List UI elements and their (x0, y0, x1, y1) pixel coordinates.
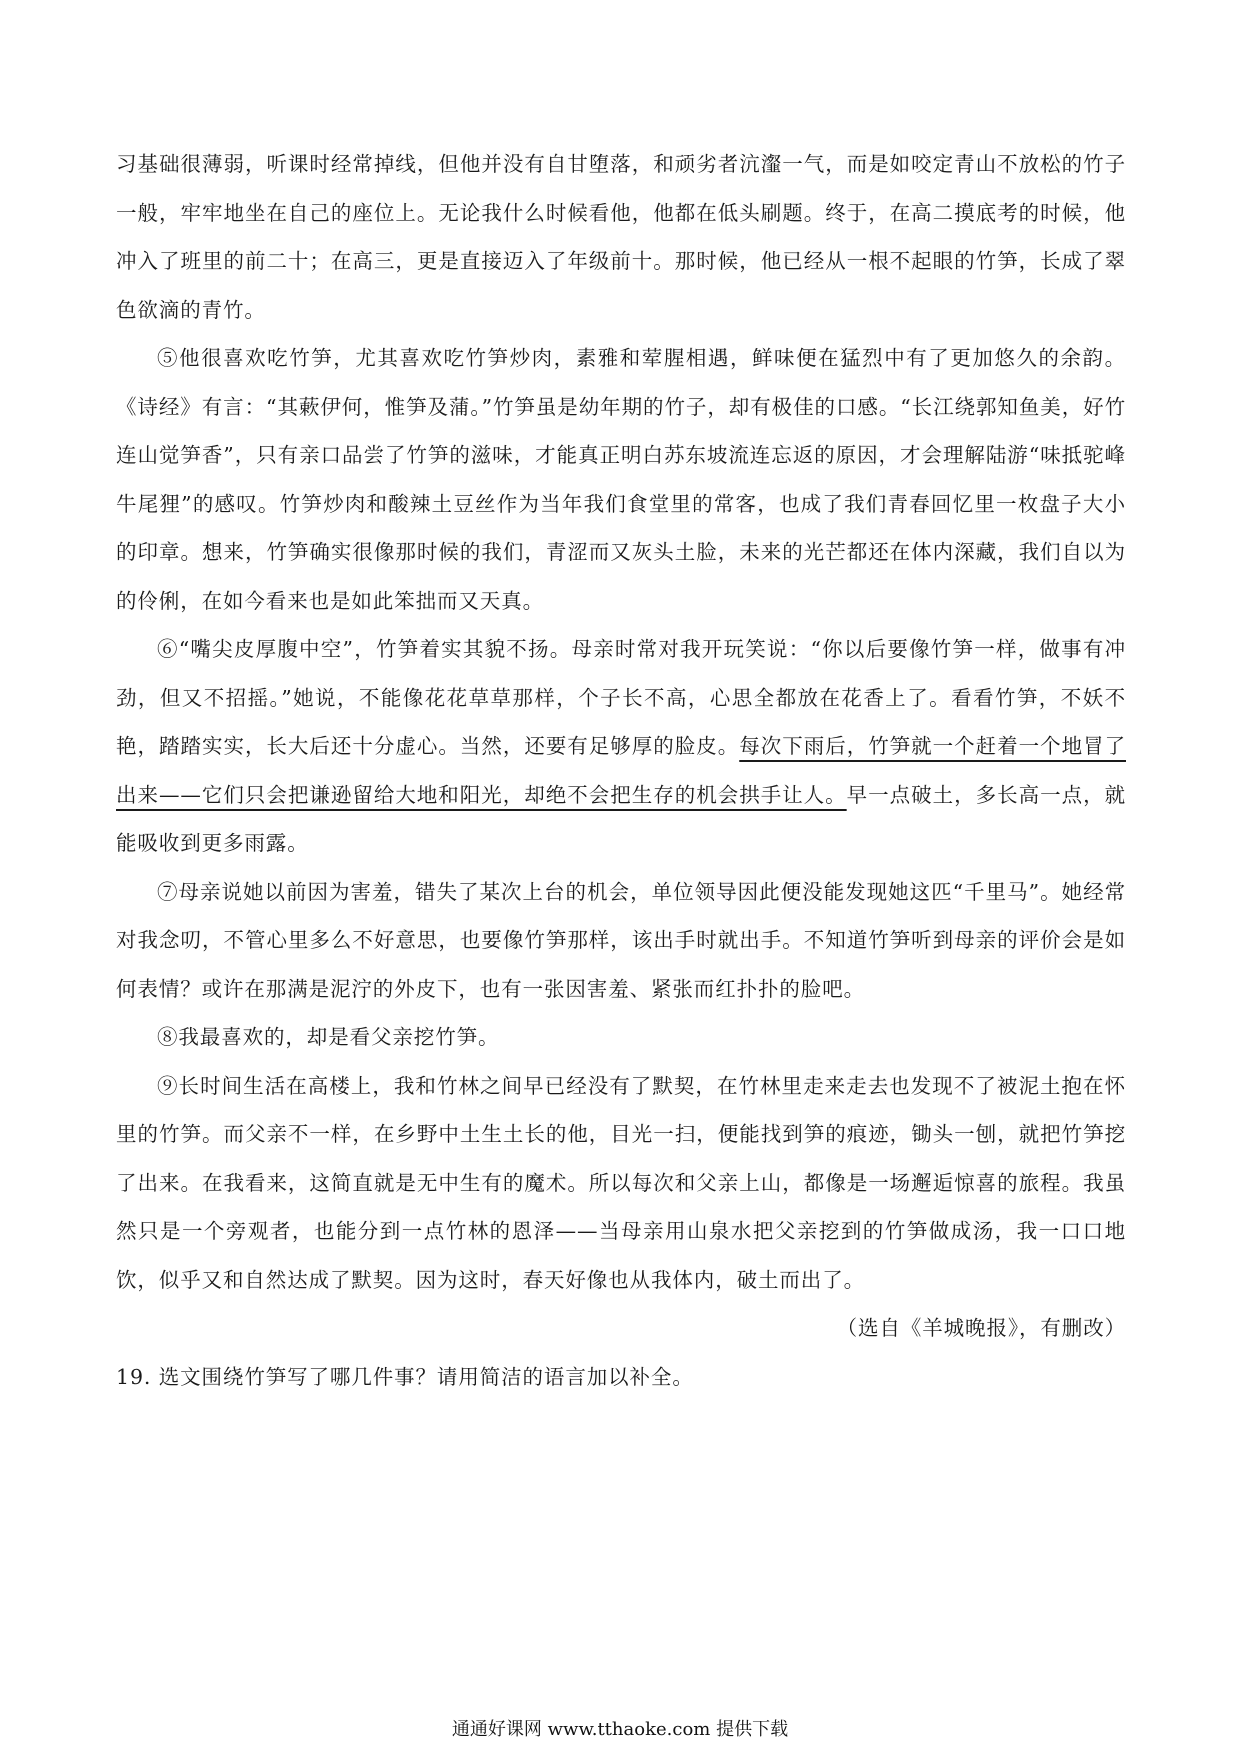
paragraph-6-tail: 早一点破土，多长高一点，就能吸收到更多雨露。 (116, 782, 1126, 855)
underlined-sentence: 每次下雨后，竹笋就一个赶着一个地冒了出来——它们只会把谦逊留给大地和阳光，却绝不会把生存的机会拱手让人。 (116, 734, 1126, 807)
footer-site-name: 通通好课网 (451, 1719, 542, 1740)
paragraph-continued: 习基础很薄弱，听课时经常掉线，但他并没有自甘堕落，和顽劣者沆瀣一气，而是如咬定青山不放松的竹子一般，牢牢地坐在自己的座位上。无论我什么时候看他，他都在低头刷题。终于，在高二摸底考的时候，他冲入了班里的前二十；在高三，更是直接迈入了年级前十。那时候，他已经从一根不起眼的竹笋，长成了翠色欲滴的青竹。 (116, 152, 1126, 322)
paragraph-6-text: ⑥“嘴尖皮厚腹中空”，竹笋着实其貌不扬。母亲时常对我开玩笑说：“你以后要像竹笋一样，做事有冲劲，但又不招摇。”她说，不能像花花草草那样，个子长不高，心思全都放在花香上了。看看竹笋，不妖不艳，踏踏实实，长大后还十分虚心。当然，还要有足够厚的脸皮。 (116, 637, 1126, 758)
page-footer (0, 1718, 1240, 1742)
paragraph-9: ⑨长时间生活在高楼上，我和竹林之间早已经没有了默契，在竹林里走来走去也发现不了被泥土抱在怀里的竹笋。而父亲不一样，在乡野中土生土长的他，目光一扫，便能找到笋的痕迹，锄头一刨，就把竹笋挖了出来。在我看来，这简直就是无中生有的魔术。所以每次和父亲上山，都像是一场邂逅惊喜的旅程。我虽然只是一个旁观者，也能分到一点竹林的恩泽——当母亲用山泉水把父亲挖到的竹笋做成汤，我一口口地饮，似乎又和自然达成了默契。因为这时，春天好像也从我体内，破土而出了。 (116, 1073, 1126, 1292)
paragraph-5: ⑤他很喜欢吃竹笋，尤其喜欢吃竹笋炒肉，素雅和荤腥相遇，鲜味便在猛烈中有了更加悠久的余韵。《诗经》有言：“其蔌伊何，惟笋及蒲。”竹笋虽是幼年期的竹子，却有极佳的口感。“长江绕郭知鱼美，好竹连山觉笋香”，只有亲口品尝了竹笋的滋味，才能真正明白苏东坡流连忘返的原因，才会理解陆游“味抵驼峰牛尾狸”的感叹。竹笋炒肉和酸辣土豆丝作为当年我们食堂里的常客，也成了我们青春回忆里一枚盘子大小的印章。想来，竹笋确实很像那时候的我们，青涩而又灰头土脸，未来的光芒都还在体内深藏，我们自以为的伶俐，在如今看来也是如此笨拙而又天真。 (116, 346, 1126, 613)
footer-url: www.tthaoke.com (547, 1719, 711, 1740)
footer-suffix: 提供下载 (716, 1719, 789, 1740)
paragraph-8: ⑧我最喜欢的，却是看父亲挖竹笋。 (157, 1025, 500, 1049)
paragraph-6 (116, 625, 1126, 868)
question-19: 19. 选文围绕竹笋写了哪几件事？请用简洁的语言加以补全。 (116, 1364, 694, 1389)
source-citation: （选自《羊城晚报》，有删改） (836, 1316, 1126, 1340)
document-body (116, 140, 1126, 1401)
paragraph-7: ⑦母亲说她以前因为害羞，错失了某次上台的机会，单位领导因此便没能发现她这匹“千里马”。她经常对我念叨，不管心里多么不好意思，也要像竹笋那样，该出手时就出手。不知道竹笋听到母亲的评价会是如何表情？或许在那满是泥泞的外皮下，也有一张因害羞、紧张而红扑扑的脸吧。 (116, 879, 1126, 1001)
